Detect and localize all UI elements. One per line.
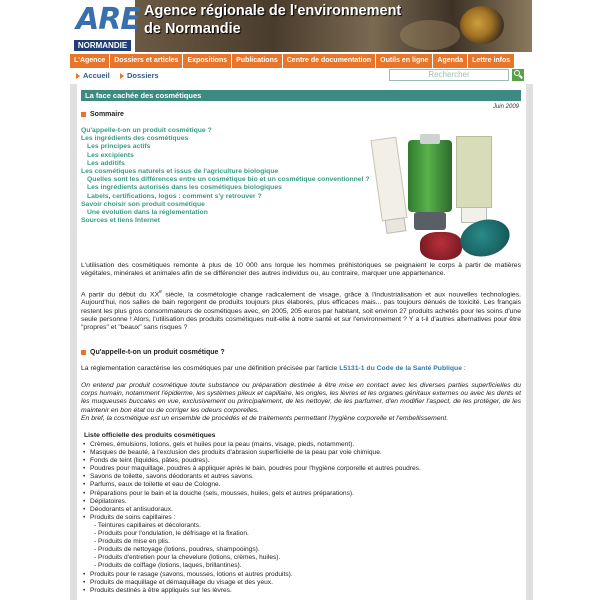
list-item: - Produits d'entretien pour la chevelure (lotions, crèmes, huiles).	[94, 554, 281, 562]
nav-item[interactable]: Agenda	[433, 54, 467, 68]
toc-link[interactable]: Les cosmétiques naturels et issus de l'agriculture biologique	[81, 168, 279, 176]
list-item: • Crèmes, émulsions, lotions, gels et huiles pour la peau (mains, visage, pieds, notamment).	[82, 441, 522, 449]
list-item: • Produits destinés à être appliqués sur les lèvres.	[82, 587, 522, 595]
list-item: • Poudres pour maquillage, poudres à appliquer après le bain, poudres pour l'hygiène corporelle et autres poudres.	[82, 465, 522, 473]
toc-link[interactable]: Labels, certifications, logos : comment s'y retrouver ?	[87, 192, 262, 200]
page-title: La face cachée des cosmétiques	[81, 90, 521, 101]
section-paragraph: La réglementation caractérise les cosmétiques par une définition précisée par l'article L5131-1 du Code de la Santé Publique :	[81, 365, 466, 372]
nav-item[interactable]: Publications	[232, 54, 282, 68]
toc-link[interactable]: Les ingrédients des cosmétiques	[81, 135, 189, 143]
cosmetics-photo	[370, 134, 515, 266]
list-item: • Fonds de teint (liquides, pâtes, poudres).	[82, 457, 522, 465]
nav-item[interactable]: Dossiers et articles	[110, 54, 182, 68]
toc-link[interactable]: Sources et liens Internet	[81, 217, 160, 225]
nav-item[interactable]: Outils en ligne	[376, 54, 432, 68]
law-article-link[interactable]: L5131-1 du Code de la Santé Publique	[339, 365, 462, 372]
toc-link[interactable]: Quelles sont les différences entre un cosmétique bio et un cosmétique conventionnel ?	[87, 176, 370, 184]
list-heading: Liste officielle des produits cosmétiques	[84, 432, 216, 439]
nav-item[interactable]: L'Agence	[70, 54, 109, 68]
logo-subtext: NORMANDIE	[74, 40, 131, 51]
list-item: - Produits de nettoyage (lotions, poudres, shampooings).	[94, 546, 260, 554]
nav-item[interactable]: Expositions	[183, 54, 231, 68]
list-item: • Savons de toilette, savons déodorants et autres savons.	[82, 473, 522, 481]
summary-heading: Sommaire	[81, 111, 124, 118]
definition-quote: On entend par produit cosmétique toute substance ou préparation destinée à être mise en contact avec les diverses parties superficielles du corps humain, notamment l'épiderme, les systèmes pileux et capillaire, les ongles, les lèvres et les organes génitaux externes ou avec les dents et les muqueuses buccales en vue, exclusivement ou principalement, de les nettoyer, de les parfumer, d'en modifier l'aspect, de les protéger, de les maintenir en bon état ou de corriger les odeurs corporelles.	[81, 382, 521, 414]
toc-link[interactable]: Une évolution dans la réglementation	[87, 209, 208, 217]
toc-link[interactable]: Les excipients	[87, 151, 134, 159]
left-gutter	[70, 84, 77, 600]
breadcrumb	[70, 69, 532, 84]
intro-paragraph-1: L'utilisation des cosmétiques remonte à plus de 10 000 ans lorque les hommes préhistoriques se peignaient le corps à partir de matières végétales, minérales et animales afin de se différencier des autres individus ou, au contraire, marquer une appartenance.	[81, 262, 521, 278]
square-bullet-icon	[81, 350, 86, 355]
nav-item[interactable]: Centre de documentation	[283, 54, 375, 68]
list-item: • Produits de maquillage et démaquillage du visage et des yeux.	[82, 579, 522, 587]
toc-link[interactable]: Les ingrédients autorisés dans les cosmétiques biologiques	[87, 184, 282, 192]
square-bullet-icon	[81, 112, 86, 117]
list-item: • Masques de beauté, à l'exclusion des produits d'abrasion superficielle de la peau par voie chimique.	[82, 449, 522, 457]
list-item: • Préparations pour le bain et la douche (sels, mousses, huiles, gels et autres préparations).	[82, 490, 522, 498]
list-item: • Produits de soins capillaires :	[82, 514, 522, 522]
search-input[interactable]: Rechercher	[389, 69, 509, 81]
site-title	[144, 2, 401, 38]
article-date: Juin 2009	[492, 104, 519, 110]
list-item: - Produits de mise en plis.	[94, 538, 170, 546]
main-nav	[70, 54, 532, 68]
arrow-icon	[120, 73, 124, 79]
list-item: • Dépilatoires.	[82, 498, 522, 506]
list-item: • Parfums, eaux de toilette et eau de Cologne.	[82, 481, 522, 489]
product-list	[82, 441, 522, 595]
breadcrumb-home[interactable]: Accueil	[76, 71, 110, 80]
toc-link[interactable]: Savoir choisir son produit cosmétique	[81, 200, 205, 208]
logo[interactable]	[70, 0, 140, 52]
arrow-icon	[76, 73, 80, 79]
list-item: - Produits de coiffage (lotions, laques, brillantines).	[94, 562, 242, 570]
nav-item[interactable]: Lettre infos	[468, 54, 514, 68]
toc-link[interactable]: Qu'appelle-t-on un produit cosmétique ?	[81, 127, 212, 134]
list-item: • Produits pour le rasage (savons, mousses, lotions et autres produits).	[82, 571, 522, 579]
banner-photo-blur	[400, 20, 460, 50]
header-banner	[70, 0, 532, 52]
section-heading: Qu'appelle-t-on un produit cosmétique ?	[81, 349, 225, 356]
site-title-line2: de Normandie	[144, 21, 241, 37]
search-button[interactable]	[512, 69, 524, 81]
list-item: • Déodorants et antisudoraux.	[82, 506, 522, 514]
toc-link[interactable]: Les additifs	[87, 159, 125, 167]
table-of-contents	[81, 127, 371, 225]
list-item: - Produits pour l'ondulation, le défrisage et la fixation.	[94, 530, 249, 538]
bee-image	[460, 6, 504, 44]
intro-paragraph-2: A partir du début du XXe siècle, la cosmétologie change radicalement de visage, grâce à l'industrialisation et aux nouvelles technologies. Aujourd'hui, nos salles de bain regorgent de produits toujours plus élaborés, plus efficaces mais... pas toujours dénués de toxicité. Les français restent les plus gros consommateurs de cosmétiques avec, en 2005, 205 euros par habitant, soit environ 27 produits achetés pour les soins d'une seule personne ! Alors, l'utilisation des produits cosmétiques nuit-elle à notre santé et sur l'environnement ? Y a t-il d'autres alternatives pour être "propres" et "beaux" sans risques ?	[81, 289, 521, 332]
list-item: - Teintures capillaires et décolorants.	[94, 521, 201, 529]
definition-summary: En bref, la cosmétique est un ensemble de procédés et de traitements permettant l'hygiène corporelle et l'embellissement.	[81, 415, 449, 422]
toc-link[interactable]: Les principes actifs	[87, 143, 151, 151]
site-title-line1: Agence régionale de l'environnement	[144, 3, 402, 19]
logo-text: ARE	[76, 2, 140, 37]
breadcrumb-current[interactable]: Dossiers	[120, 71, 159, 80]
article	[78, 86, 525, 600]
right-gutter	[526, 84, 533, 600]
